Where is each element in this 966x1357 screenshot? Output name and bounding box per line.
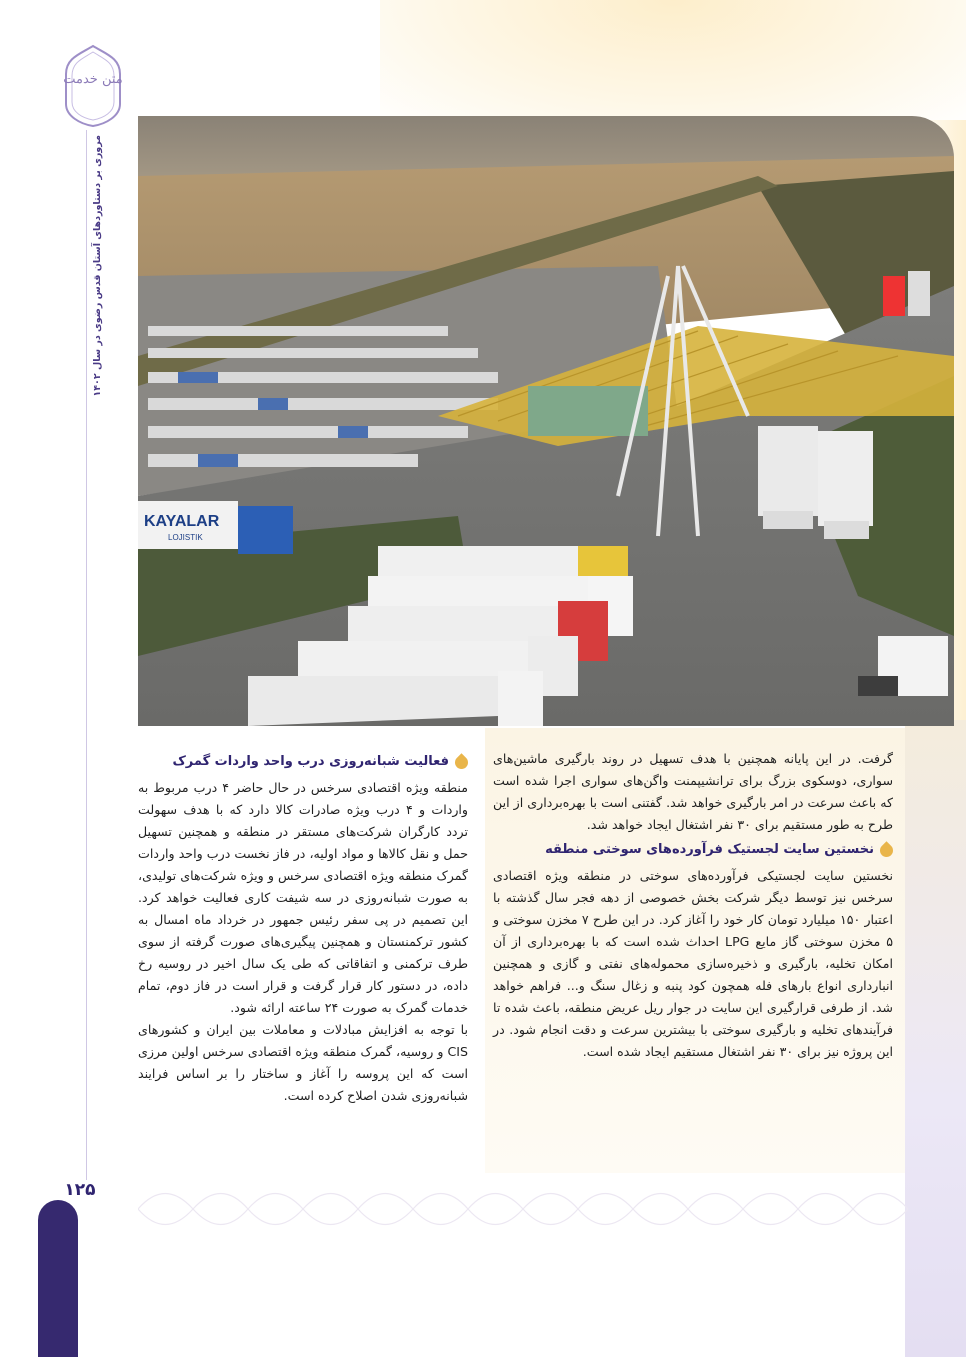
margin-rule xyxy=(86,130,87,1180)
left-paragraph-2: با توجه به افزایش مبادلات و معاملات بین ایران و کشورهای CIS و روسیه، گمرک منطقه ویژه اقتصادی سرخس اولین مرزی است که این پروسه را آغاز و ساختار را بر اساس فرایند شبانه‌روزی شدن اصلاح کرده است. xyxy=(138,1022,468,1103)
footer-ornament xyxy=(138,1178,908,1240)
right-text-column xyxy=(493,748,893,1063)
right-paragraph-2: نخستین سایت لجستیکی فرآورده‌های سوختی در منطقه ویژه اقتصادی سرخس نیز توسط دیگر شرکت بخش خصوصی از دهه فجر سال گذشته با اعتبار ۱۵۰ میلیارد تومان کار خود را آغاز کرد. در این طرح ۷ مخزن سوختی و ۵ مخزن سوختی گاز مایع LPG احداث شده است که با بهره‌برداری از آن امکان تخلیه، بارگیری و ذخیره‌سازی محموله‌های نفتی و گازی و همچنین انبارداری انواع بارهای فله همچون کود پنبه و زغال سنگ و... فراهم خواهد شد. از طرفی قرارگیری این سایت در جوار ریل عریض منطقه، باعث شده تا فرآیندهای تخلیه و بارگیری سوختی با بیشترین سرعت و دقت انجام شود. در این پروژه نیز برای ۳۰ نفر اشتغال مستقیم ایجاد شده است. xyxy=(493,868,894,1059)
page-tab xyxy=(38,1200,78,1357)
left-section-heading xyxy=(138,751,468,773)
truck-sign-sub: LOJISTIK xyxy=(168,533,203,542)
cream-top-decoration xyxy=(380,0,966,130)
left-margin xyxy=(0,0,40,1357)
page-number: ۱۲۵ xyxy=(64,1180,96,1200)
heading-bullet-icon xyxy=(877,841,895,859)
left-text-column xyxy=(138,748,468,1107)
right-paragraph-1: گرفت. در این پایانه همچنین با هدف تسهیل در روند بارگیری ماشین‌های سواری، دوسکوی بزرگ برای ترانشیپمنت واگن‌های سواری اجرا شده است که باعث سرعت در امر بارگیری خواهد شد. گفتنی است با بهره‌برداری از این طرح به طور مستقیم برای ۳۰ نفر اشتغال ایجاد خواهد شد. xyxy=(493,751,893,832)
lavender-right-band xyxy=(905,720,966,1357)
running-head xyxy=(92,135,106,397)
left-section-heading-text: فعالیت شبانه‌روزی درب واحد واردات گمرک xyxy=(172,754,449,769)
right-section-heading-text: نخستین سایت لجستیک فرآورده‌های سوختی منطقه xyxy=(545,842,874,857)
truck-sign: KAYALAR xyxy=(144,513,220,530)
left-paragraph-1: منطقه ویژه اقتصادی سرخس در حال حاضر ۴ درب مربوط به واردات و ۴ درب ویژه صادرات کالا دارد که با هدف سهولت تردد کارگران شرکت‌های مستقر در منطقه و همچنین تسهیل حمل و نقل کالاها و مواد اولیه، در فاز نخست درب واحد واردات گمرک منطقه ویژه اقتصادی سرخس و ویژه شرکت‌های تولیدی، به صورت شبانه‌روزی در سه شیفت کاری فعالیت خواهد کرد. این تصمیم در پی سفر رئیس جمهور در خرداد ماه امسال به کشور ترکمنستان و همچنین پیگیری‌های صورت گرفته از سوی طرف ترکمنی و اتفاقاتی که طی یک سال اخیر در روسیه رخ داده، در دستور کار قرار گرفت و قرار است در فاز دوم، تمام خدمات گمرک به صورت ۲۴ ساعته ارائه شود. xyxy=(138,780,469,1015)
logo-text: متن خدمت xyxy=(63,72,123,87)
geometric-pattern-icon xyxy=(138,1178,908,1240)
heading-bullet-icon xyxy=(452,753,470,771)
aerial-photo xyxy=(138,116,954,726)
right-section-heading xyxy=(493,839,893,861)
terminal-photo-illustration xyxy=(138,116,954,726)
running-head-text: مروری بر دستاوردهای آستان قدس رضوی در سال ۱۴۰۲ xyxy=(92,135,103,397)
